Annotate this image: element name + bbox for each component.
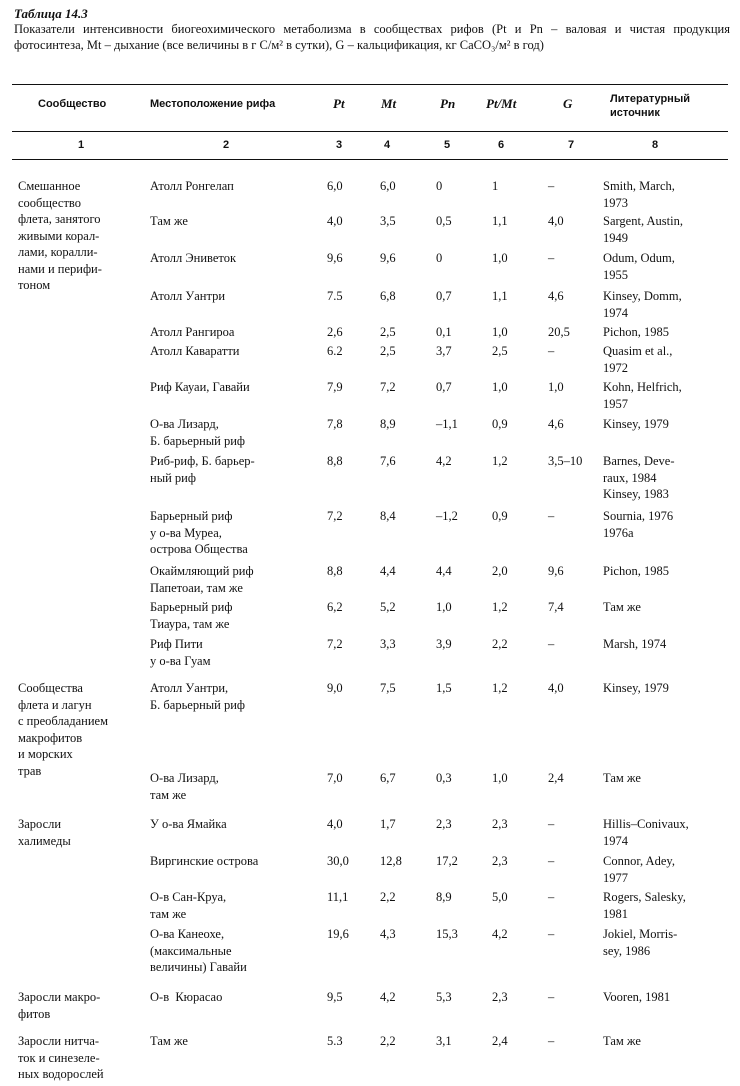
cell-g: 3,5–10: [548, 454, 583, 468]
cell-pt-mt: 2,3: [492, 817, 508, 831]
cell-mt: 4,3: [380, 927, 396, 941]
table-caption: [14, 6, 730, 53]
cell-pt: 19,6: [327, 927, 349, 941]
cell-g: 4,0: [548, 681, 564, 695]
cell-source: Sournia, 1976 1976а: [603, 509, 674, 540]
cell-source: Connor, Adey, 1977: [603, 854, 675, 885]
cell-pt: 6.2: [327, 344, 343, 358]
cell-pn: 8,9: [436, 890, 452, 904]
cell-source: Kinsey, Domm, 1974: [603, 289, 682, 320]
cell-pt-mt: 1,2: [492, 681, 508, 695]
cell-g: –: [548, 854, 555, 868]
cell-mt: 7,5: [380, 681, 396, 695]
cell-pn: 4,2: [436, 454, 452, 468]
cell-pt-mt: 2,2: [492, 637, 508, 651]
cell-g: –: [548, 890, 555, 904]
cell-pn: 3,1: [436, 1034, 452, 1048]
cell-source: Vooren, 1981: [603, 990, 671, 1004]
cell-source: Smith, March, 1973: [603, 179, 675, 210]
cell-location: Окаймляющий риф Папетоаи, там же: [150, 564, 254, 595]
cell-g: –: [548, 990, 555, 1004]
cell-pt: 4,0: [327, 817, 343, 831]
cell-location: Атолл Ронгелап: [150, 179, 234, 193]
rule-col-numbers: [12, 159, 728, 160]
header-pt-mt: Pt/Mt: [486, 96, 517, 111]
cell-pt-mt: 2,3: [492, 990, 508, 1004]
cell-mt: 7,2: [380, 380, 396, 394]
header-mt: Mt: [381, 96, 397, 111]
cell-g: 4,0: [548, 214, 564, 228]
cell-g: –: [548, 344, 555, 358]
cell-g: –: [548, 251, 555, 265]
cell-pt-mt: 4,2: [492, 927, 508, 941]
cell-pn: 3,7: [436, 344, 452, 358]
community-group-5: Заросли нитча- ток и синезеле- ных водорослей: [18, 1034, 104, 1081]
cell-mt: 2,5: [380, 344, 396, 358]
cell-source: Там же: [603, 600, 641, 614]
header-community: Сообщество: [38, 98, 107, 110]
cell-g: –: [548, 927, 555, 941]
cell-mt: 6,0: [380, 179, 396, 193]
cell-mt: 12,8: [380, 854, 402, 868]
cell-pn: –1,2: [436, 509, 458, 523]
cell-location: О-ва Канеохе, (максимальные величины) Гавайи: [150, 927, 247, 974]
cell-mt: 5,2: [380, 600, 396, 614]
community-group-2: Сообщества флета и лагун с преобладанием макрофитов и морских трав: [18, 681, 108, 778]
cell-pt: 7,2: [327, 637, 343, 651]
cell-g: –: [548, 179, 555, 193]
cell-location: Виргинские острова: [150, 854, 259, 868]
cell-pt: 2,6: [327, 325, 343, 339]
cell-pt: 6,2: [327, 600, 343, 614]
cell-mt: 3,5: [380, 214, 396, 228]
cell-mt: 3,3: [380, 637, 396, 651]
cell-g: 2,4: [548, 771, 564, 785]
cell-pn: 0,7: [436, 289, 452, 303]
cell-location: Там же: [150, 1034, 188, 1048]
community-group-4: Заросли макро- фитов: [18, 990, 101, 1021]
cell-pt-mt: 1,0: [492, 325, 508, 339]
cell-pt: 30,0: [327, 854, 349, 868]
cell-location: Риф Пити у о-ва Гуам: [150, 637, 211, 668]
cell-source: Sargent, Austin, 1949: [603, 214, 683, 245]
cell-pt-mt: 1,1: [492, 214, 508, 228]
cell-mt: 1,7: [380, 817, 396, 831]
cell-pn: –1,1: [436, 417, 458, 431]
cell-mt: 8,9: [380, 417, 396, 431]
cell-pn: 0,3: [436, 771, 452, 785]
rule-header: [12, 131, 728, 132]
cell-g: 7,4: [548, 600, 564, 614]
cell-pt: 4,0: [327, 214, 343, 228]
cell-mt: 7,6: [380, 454, 396, 468]
cell-source: Kohn, Helfrich, 1957: [603, 380, 682, 411]
cell-location: О-в Кюрасао: [150, 990, 223, 1004]
cell-g: 1,0: [548, 380, 564, 394]
cell-mt: 8,4: [380, 509, 396, 523]
column-number-4: 4: [384, 139, 391, 151]
cell-pt-mt: 2,0: [492, 564, 508, 578]
cell-mt: 2,5: [380, 325, 396, 339]
cell-pt: 9,6: [327, 251, 343, 265]
cell-mt: 9,6: [380, 251, 396, 265]
cell-g: –: [548, 817, 555, 831]
header-location: Местоположение рифа: [150, 98, 276, 110]
cell-source: Там же: [603, 771, 641, 785]
cell-pt-mt: 2,5: [492, 344, 508, 358]
cell-location: Риф Кауаи, Гавайи: [150, 380, 250, 394]
cell-pt: 7,9: [327, 380, 343, 394]
cell-pt: 11,1: [327, 890, 349, 904]
cell-source: Kinsey, 1979: [603, 417, 669, 431]
column-number-5: 5: [444, 139, 451, 151]
header-pt: Pt: [333, 96, 345, 111]
column-number-2: 2: [223, 139, 230, 151]
cell-mt: 2,2: [380, 890, 396, 904]
cell-location: Барьерный риф у о-ва Муреа, острова Общества: [150, 509, 248, 556]
cell-mt: 2,2: [380, 1034, 396, 1048]
header-source: Литературный источник: [610, 93, 690, 119]
cell-g: 4,6: [548, 417, 564, 431]
cell-pn: 15,3: [436, 927, 458, 941]
cell-location: Атолл Эниветок: [150, 251, 237, 265]
table-caption-text: Показатели интенсивности биогеохимического метаболизма в сообществах рифов (Pt и Pn – валовая и чистая продукция фотосинтеза, Mt – дыхание (все величины в г С/м² в сутки), G – кальцификация, кг CaCO₃/м² в год): [14, 22, 730, 52]
community-group-1: Смешанное сообщество флета, занятого живыми корал- лами, коралли- нами и перифи- тоном: [18, 179, 102, 292]
cell-source: Hillis–Conivaux, 1974: [603, 817, 689, 848]
cell-pn: 0: [436, 179, 443, 193]
cell-pt-mt: 2,4: [492, 1034, 508, 1048]
cell-source: Odum, Odum, 1955: [603, 251, 675, 282]
cell-source: Pichon, 1985: [603, 325, 669, 339]
cell-pt-mt: 1,0: [492, 251, 508, 265]
cell-pn: 0,1: [436, 325, 452, 339]
cell-pt-mt: 2,3: [492, 854, 508, 868]
cell-mt: 6,8: [380, 289, 396, 303]
cell-pt-mt: 1,2: [492, 454, 508, 468]
cell-location: Там же: [150, 214, 188, 228]
cell-source: Quasim et al., 1972: [603, 344, 673, 375]
cell-location: Атолл Рангироа: [150, 325, 235, 339]
community-group-3: Заросли халимеды: [18, 817, 71, 848]
cell-g: 20,5: [548, 325, 570, 339]
cell-pt: 9,0: [327, 681, 343, 695]
cell-source: Marsh, 1974: [603, 637, 667, 651]
cell-pt: 7,0: [327, 771, 343, 785]
cell-pn: 0: [436, 251, 443, 265]
cell-pt-mt: 0,9: [492, 509, 508, 523]
cell-pt: 6,0: [327, 179, 343, 193]
cell-source: Там же: [603, 1034, 641, 1048]
cell-location: У о-ва Ямайка: [150, 817, 227, 831]
cell-pn: 17,2: [436, 854, 458, 868]
cell-source: Jokiel, Morris- sey, 1986: [603, 927, 678, 958]
cell-pt: 9,5: [327, 990, 343, 1004]
cell-pt: 7,8: [327, 417, 343, 431]
cell-pt-mt: 5,0: [492, 890, 508, 904]
cell-g: –: [548, 509, 555, 523]
cell-pt-mt: 1,0: [492, 380, 508, 394]
column-number-1: 1: [78, 139, 85, 151]
cell-g: 4,6: [548, 289, 564, 303]
cell-pn: 1,0: [436, 600, 452, 614]
cell-pn: 1,5: [436, 681, 452, 695]
cell-pn: 3,9: [436, 637, 452, 651]
cell-g: –: [548, 1034, 555, 1048]
cell-g: –: [548, 637, 555, 651]
cell-pt: 5.3: [327, 1034, 343, 1048]
cell-source: Rogers, Salesky, 1981: [603, 890, 686, 921]
cell-pt-mt: 1,1: [492, 289, 508, 303]
cell-location: Барьерный риф Тиаура, там же: [150, 600, 233, 631]
cell-pt-mt: 1,2: [492, 600, 508, 614]
header-g: G: [563, 96, 573, 111]
cell-location: Атолл Уантри: [150, 289, 226, 303]
cell-pn: 0,5: [436, 214, 452, 228]
cell-location: О-ва Лизард, там же: [150, 771, 219, 802]
cell-pn: 2,3: [436, 817, 452, 831]
cell-pt: 8,8: [327, 454, 343, 468]
header-pn: Pn: [440, 96, 456, 111]
cell-source: Pichon, 1985: [603, 564, 669, 578]
cell-pn: 5,3: [436, 990, 452, 1004]
column-number-8: 8: [652, 139, 659, 151]
cell-pt: 8,8: [327, 564, 343, 578]
cell-pt: 7.5: [327, 289, 343, 303]
cell-pn: 0,7: [436, 380, 452, 394]
cell-source: Barnes, Deve- raux, 1984 Kinsey, 1983: [603, 454, 675, 501]
cell-location: Атолл Каваратти: [150, 344, 240, 358]
cell-pt-mt: 0,9: [492, 417, 508, 431]
column-number-7: 7: [568, 139, 575, 151]
cell-location: О-ва Лизард, Б. барьерный риф: [150, 417, 246, 448]
column-number-3: 3: [336, 139, 343, 151]
cell-mt: 4,4: [380, 564, 396, 578]
cell-mt: 4,2: [380, 990, 396, 1004]
cell-location: Атолл Уантри, Б. барьерный риф: [150, 681, 246, 712]
cell-pn: 4,4: [436, 564, 452, 578]
cell-location: Риб-риф, Б. барьер- ный риф: [150, 454, 255, 485]
cell-pt-mt: 1: [492, 179, 499, 193]
rule-top: [12, 84, 728, 85]
cell-pt: 7,2: [327, 509, 343, 523]
cell-pt-mt: 1,0: [492, 771, 508, 785]
cell-location: О-в Сан-Круа, там же: [150, 890, 227, 921]
cell-source: Kinsey, 1979: [603, 681, 669, 695]
cell-g: 9,6: [548, 564, 564, 578]
column-number-6: 6: [498, 139, 505, 151]
cell-mt: 6,7: [380, 771, 396, 785]
table-label: Таблица 14.3: [14, 6, 88, 21]
